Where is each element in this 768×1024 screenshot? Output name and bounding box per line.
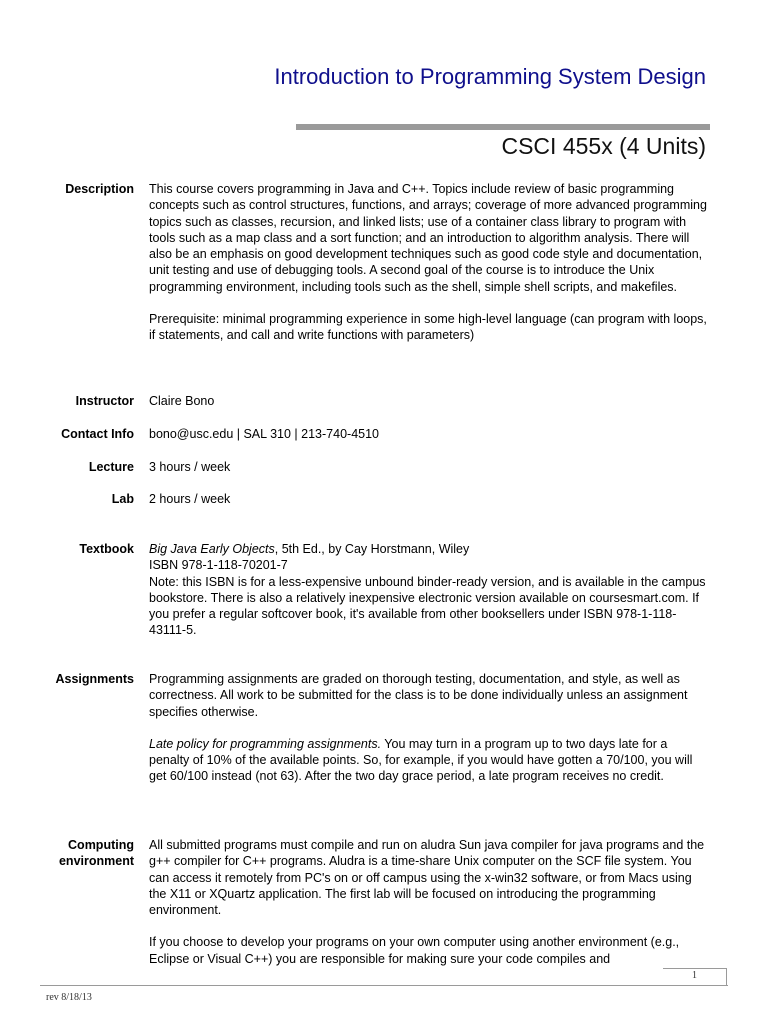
footer-divider (40, 985, 728, 986)
contact-label: Contact Info (61, 427, 134, 441)
revision-date: rev 8/18/13 (46, 992, 92, 1003)
assignments-label: Assignments (55, 672, 134, 686)
textbook-note: Note: this ISBN is for a less-expensive unbound binder-ready version, and is available in the campus bookstore. There is also a relatively inexpensive electronic version available on coursesmart.com. If you prefer a regular softcover book, it's available from other booksellers under ISBN 978-1-118-43111-5. (149, 574, 706, 638)
computing-label (0, 837, 134, 870)
computing-paragraph: All submitted programs must compile and run on aludra Sun java compiler for java programs and the g++ compiler for C++ programs. Aludra is a time-share Unix computer on the SCF file system. You can access it remotely from PC's on or off campus using the x-win32 software, or from Macs using the X11 or XQuartz application. The first lab will be focused on introducing the programming environment. (149, 838, 705, 918)
description-paragraph: This course covers programming in Java and C++. Topics include review of basic programming concepts such as control structures, functions, and arrays; coverage of more advanced programming topics such as classes, recursion, and linked lists; use of a container class library to program with tools such as a map class and a sort function; and an introduction to algorithm analysis. There will also be an emphasis on good development techniques such as good code style and documentation, unit testing and use of debugging tools. A second goal of the course is to introduce the Unix programming environment, including tools such as the shell, simple shell scripts, and makefiles. (149, 182, 707, 294)
page-number: 1 (692, 970, 697, 981)
lab-value: 2 hours / week (149, 492, 231, 506)
late-policy-paragraph (149, 736, 711, 785)
lab-label: Lab (111, 492, 134, 506)
assignments-content (149, 671, 711, 785)
assignments-paragraph: Programming assignments are graded on thorough testing, documentation, and style, as well as correctness. All work to be submitted for the class is to be done individually unless an assignment specifies otherwise. (149, 672, 688, 719)
instructor-label: Instructor (75, 394, 134, 408)
textbook-content (149, 541, 711, 639)
textbook-title: Big Java Early Objects (149, 542, 275, 556)
lecture-label: Lecture (88, 460, 134, 474)
prerequisite-paragraph: Prerequisite: minimal programming experience in some high-level language (can program with loops, if statements, and call and write functions with parameters) (149, 312, 707, 343)
textbook-edition-author: , 5th Ed., by Cay Horstmann, Wiley (274, 542, 470, 556)
computing-content (149, 837, 711, 967)
header-divider (296, 124, 710, 130)
contact-value: bono@usc.edu | SAL 310 | 213-740-4510 (149, 427, 379, 441)
instructor-value: Claire Bono (149, 394, 215, 408)
lecture-value: 3 hours / week (149, 460, 231, 474)
description-content (149, 181, 711, 344)
late-policy-title: Late policy for programming assignments. (149, 736, 382, 751)
own-computer-paragraph: If you choose to develop your programs on your own computer using another environment (e.g., Eclipse or Visual C++) you are responsible for making sure your code compiles and (149, 935, 680, 966)
computing-label-line2: environment (58, 854, 134, 869)
textbook-isbn: ISBN 978-1-118-70201-7 (149, 558, 288, 573)
textbook-label: Textbook (79, 542, 134, 556)
computing-label-line1: Computing (68, 838, 134, 852)
course-code: CSCI 455x (4 Units) (501, 133, 706, 159)
textbook-citation (149, 541, 711, 557)
document-title: Introduction to Programming System Design (274, 64, 706, 89)
late-policy-text: You may turn in a program up to two days late for a penalty of 10% of the available points. So, for example, if you would have gotten a 70/100, you will get 60/100 instead (not 63). After the two day grace period, a late program receives no credit. (149, 736, 693, 784)
description-label: Description (65, 182, 134, 196)
